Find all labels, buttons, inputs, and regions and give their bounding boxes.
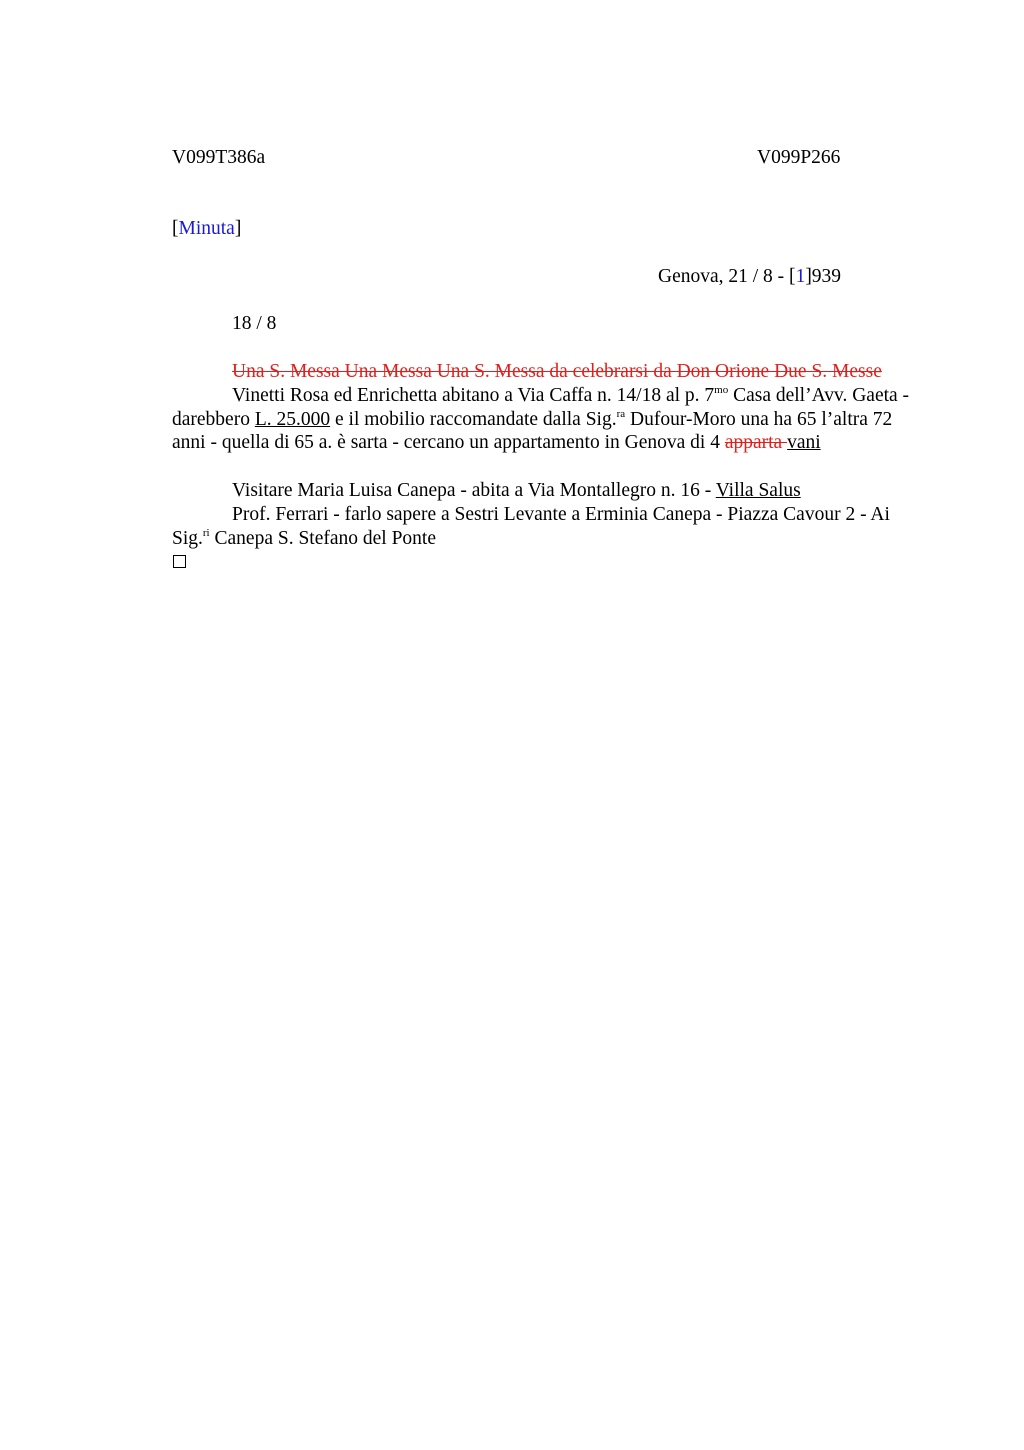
para1-amount: L. 25.000	[254, 408, 331, 430]
paragraph-ferrari	[172, 503, 922, 550]
para1-text-1: Vinetti Rosa ed Enrichetta abitano a Via Caffa n. 14/18 al p. 7	[232, 385, 715, 406]
para1-text-3: e il mobilio raccomandate dalla Sig.	[330, 408, 617, 430]
struck-line: Una S. Messa Una Messa Una S. Messa da celebrarsi da Don Orione Due S. Messe	[232, 361, 882, 382]
dateline	[658, 265, 841, 289]
right-reference-code: V099P266	[757, 147, 841, 168]
document-type-label: Minuta	[178, 218, 235, 239]
paragraph-canepa-visit	[172, 479, 922, 503]
para1-text-5: vani	[787, 432, 821, 453]
dateline-prefix: Genova, 21 / 8 - [	[658, 266, 796, 287]
bracket-close: ]	[234, 218, 242, 239]
document-type	[172, 217, 241, 241]
end-box-icon	[173, 555, 186, 568]
left-reference-code: V099T386a	[172, 147, 266, 168]
dateline-inserted-digit: 1	[795, 266, 806, 287]
bracket-open: [	[172, 218, 179, 239]
sub-date: 18 / 8	[232, 313, 277, 334]
dateline-suffix: ]939	[805, 266, 842, 287]
para1-text-4: Dufour-Moro una ha 65 l’altra 72 anni - quella di 65 a. è sarta - cercano un appartamento in Genova di 4	[172, 408, 893, 453]
para1-struck-word: apparta	[724, 432, 788, 453]
paragraph-vinetti	[172, 384, 922, 455]
para3-text-1: Prof. Ferrari - farlo sapere a Sestri Levante a Erminia Canepa - Piazza Cavour 2 - Ai Sig.	[172, 504, 890, 549]
para3-superscript-1: ri	[202, 526, 210, 539]
para2-text-1: Visitare Maria Luisa Canepa - abita a Via Montallegro n. 16 -	[232, 480, 716, 501]
para1-superscript-1: mo	[714, 384, 729, 396]
para1-superscript-2: ra	[616, 407, 626, 420]
para1-text-2: Casa dell’Avv. Gaeta - darebbero	[172, 385, 910, 430]
para3-text-2: Canepa S. Stefano del Ponte	[209, 527, 436, 549]
para2-place: Villa Salus	[715, 480, 801, 501]
